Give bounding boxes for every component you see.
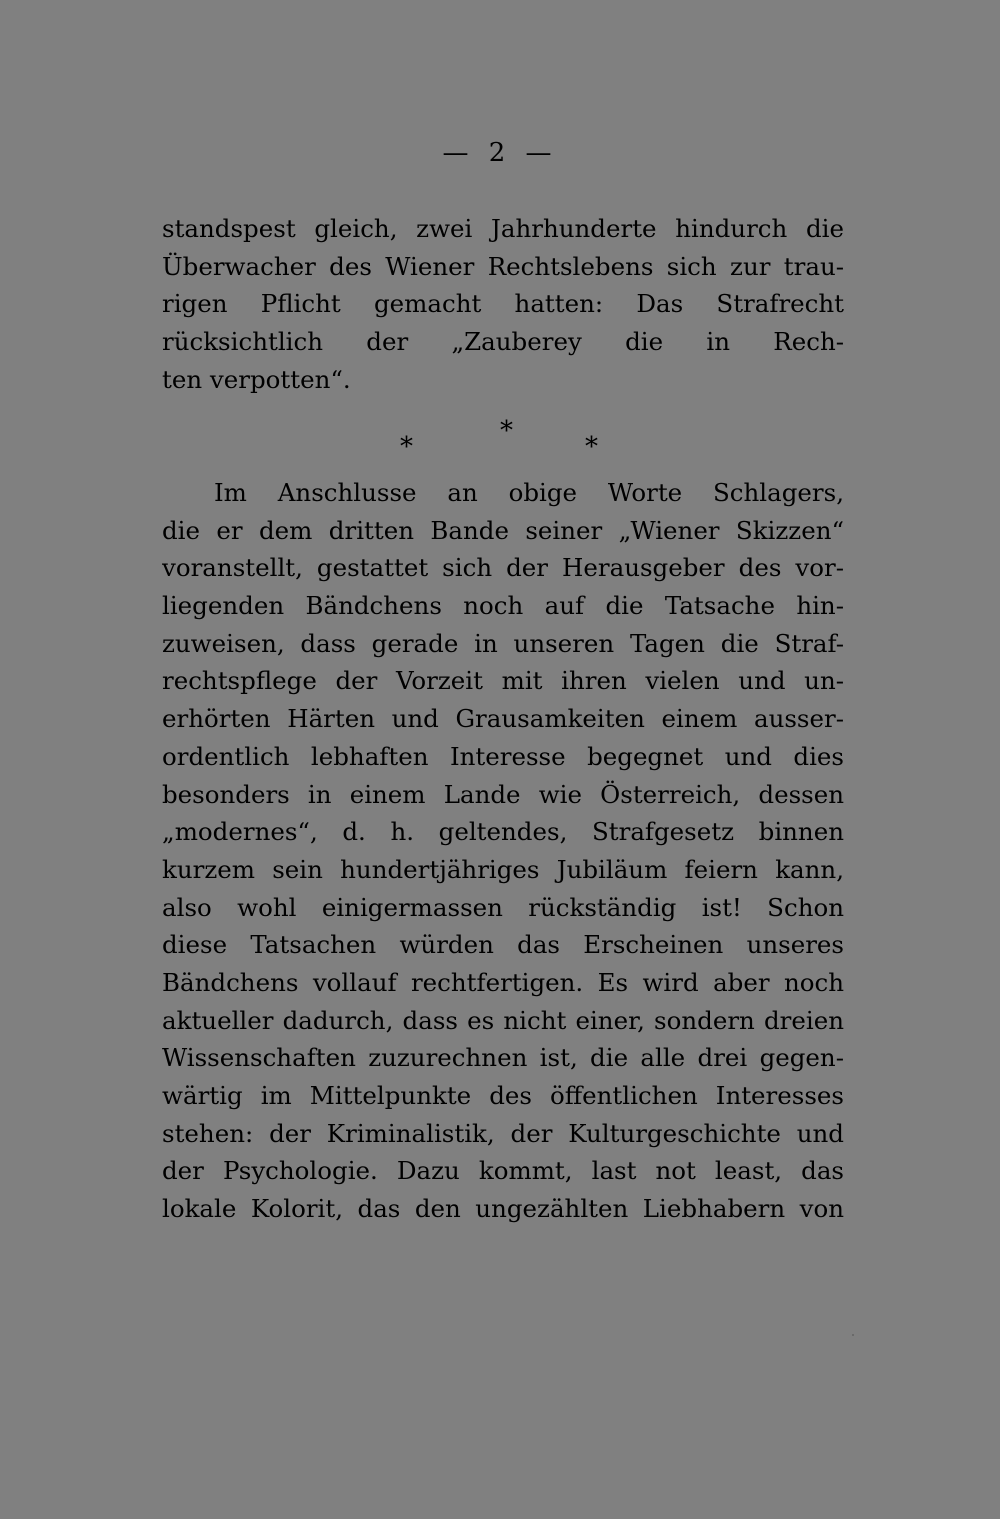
asterism-divider (0, 418, 1000, 462)
text-line: rigen Pflicht gemacht hatten: Das Strafrecht (162, 289, 844, 319)
text-line: liegenden Bändchens noch auf die Tatsache hin- (162, 591, 844, 621)
text-line: rücksichtlich der „Zauberey die in Rech- (162, 327, 844, 357)
text-line: Bändchens vollauf rechtfertigen. Es wird aber noch (162, 967, 844, 997)
text-line: zuweisen, dass gerade in unseren Tagen die Straf- (162, 628, 844, 658)
text-line: also wohl einigermassen rückständig ist! Schon (162, 892, 844, 922)
text-line: die er dem dritten Bande seiner „Wiener Skizzen“ (162, 515, 844, 545)
text-line: stehen: der Kriminalistik, der Kulturgeschichte und (162, 1118, 844, 1148)
paragraph-2 (162, 474, 844, 1228)
text-line: kurzem sein hundertjähriges Jubiläum feiern kann, (162, 854, 844, 884)
asterisk-right: * (585, 432, 598, 462)
text-line: der Psychologie. Dazu kommt, last not least, das (162, 1156, 844, 1186)
text-line: wärtig im Mittelpunkte des öffentlichen Interesses (162, 1081, 844, 1110)
text-line: rechtspflege der Vorzeit mit ihren vielen und un- (162, 666, 844, 696)
text-line: besonders in einem Lande wie Österreich, dessen (162, 779, 844, 809)
text-line: Überwacher des Wiener Rechtslebens sich zur trau- (162, 251, 844, 281)
text-line: diese Tatsachen würden das Erscheinen unseres (162, 930, 844, 960)
page-number: — 2 — (442, 138, 558, 168)
text-line: voranstellt, gestattet sich der Herausgeber des vor- (162, 553, 844, 583)
text-line: aktueller dadurch, dass es nicht einer, sondern dreien (162, 1005, 844, 1035)
text-line: ordentlich lebhaften Interesse begegnet und dies (162, 741, 844, 771)
text-line: erhörten Härten und Grausamkeiten einem ausser- (162, 704, 844, 734)
text-line: Wissenschaften zuzurechnen ist, die alle drei gegen- (162, 1043, 844, 1073)
text-line: standspest gleich, zwei Jahrhunderte hindurch die (162, 214, 844, 243)
text-line: „modernes“, d. h. geltendes, Strafgesetz binnen (162, 817, 844, 847)
asterisk-center: * (500, 416, 513, 446)
text-line: lokale Kolorit, das den ungezählten Liebhabern von (162, 1194, 844, 1224)
text-line: ten verpotten“. (162, 364, 351, 394)
print-speck (852, 1334, 854, 1336)
text-line: Im Anschlusse an obige Worte Schlagers, (214, 478, 844, 507)
asterisk-left: * (400, 432, 413, 462)
paragraph-1 (162, 210, 844, 398)
